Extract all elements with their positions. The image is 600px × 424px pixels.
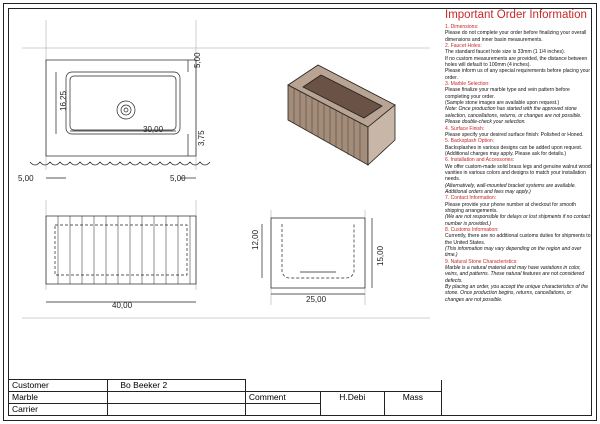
info-section — [445, 138, 591, 157]
info-section-heading: 7. Contact Information: — [445, 195, 497, 202]
info-section — [445, 157, 591, 195]
info-section-text: Please do not complete your order before finalizing your overall dimensions and inner basin measurements. — [445, 30, 587, 43]
front-view — [46, 216, 196, 302]
info-section — [445, 195, 591, 227]
customer-label: Customer — [9, 380, 108, 392]
info-section-text: Backsplashes in various designs can be added upon request. — [445, 144, 583, 151]
dim-top-width: 30,00 — [143, 125, 164, 134]
dim-side-inner-h: 12,00 — [251, 229, 260, 250]
dim-top-height: 16,25 — [59, 90, 68, 111]
info-title: Important Order Information — [445, 9, 587, 21]
dim-top-right-bottom-w: 5,00 — [170, 174, 186, 183]
info-section-text: (This information may vary depending on the region and over time.) — [445, 246, 582, 259]
info-section-heading: 9. Natural Stone Characteristics: — [445, 258, 518, 265]
title-block — [8, 379, 442, 416]
side-view — [262, 218, 372, 294]
mass-label: Mass — [384, 392, 441, 404]
info-section — [445, 81, 591, 125]
dim-top-left-bottom: 5,00 — [18, 174, 34, 183]
info-section-heading: 8. Customs Information: — [445, 227, 499, 233]
isometric-view — [288, 65, 395, 165]
dim-front-width: 40,00 — [112, 301, 133, 310]
info-section-text: (Additional charges may apply. Please ask for details.) — [445, 150, 567, 157]
marble-label: Marble — [9, 392, 108, 404]
info-section-text: Note: Once production has started with the approved stone selection, cancellations, returns, or changes are not possible. Please double-check your selection. — [445, 106, 582, 126]
info-section — [445, 126, 591, 139]
info-sections — [441, 24, 591, 303]
info-section-text: (Sample stone images are available upon request.) — [445, 100, 560, 107]
customer-value: Bo Beeker 2 — [108, 380, 246, 392]
dim-side-outer-h: 15,00 — [376, 245, 385, 266]
info-section-heading: 5. Backsplash Option: — [445, 138, 495, 145]
construction-lines — [22, 20, 430, 318]
info-section — [445, 227, 591, 259]
info-section-text: (We are not responsible for delays or lost shipments if no contact number is provided.) — [445, 214, 590, 227]
info-section — [445, 43, 591, 81]
info-section-heading: 4. Surface Finish: — [445, 125, 485, 132]
dim-side-width: 25,00 — [306, 295, 327, 304]
carrier-label: Carrier — [9, 404, 108, 416]
front-flutes — [58, 216, 190, 284]
dim-top-right-top: 5,00 — [193, 52, 202, 68]
important-order-info — [441, 9, 591, 415]
info-section-text: Currently, there are no additional customs duties for shipments to the United States. — [445, 233, 591, 246]
comment-label: Comment — [245, 392, 320, 404]
dim-top-right-bottom: 3,75 — [197, 130, 206, 146]
info-section-text: We offer custom-made solid brass legs and genuine walnut wood vanities in various colors and designs to match your installation needs. — [445, 163, 591, 183]
info-section-text: Please specify your desired surface finish: Polished or Honed. — [445, 131, 584, 138]
info-section — [445, 259, 591, 303]
info-section — [445, 24, 591, 43]
info-section-text: Please finalize your marble type and vein pattern before completing your order. — [445, 87, 570, 100]
info-section-text: Marble is a natural material and may have variations in color, veins, and patterns. These natural features are not considered defects. — [445, 265, 585, 284]
drafter: H.Debi — [320, 392, 384, 404]
info-section-heading: 6. Installation and Accessories: — [445, 157, 515, 164]
info-section-text: If no custom measurements are provided, the distance between holes will default to 100mm (4 inches). — [445, 55, 588, 69]
info-section-text: Please provide your phone number at checkout for smooth shipping arrangements. — [445, 201, 577, 214]
info-section-heading: 1. Dimensions: — [445, 24, 479, 30]
info-section-heading: 3. Marble Selection: — [445, 81, 490, 88]
top-view — [30, 60, 210, 178]
info-section-text: (Alternatively, wall-mounted bracket systems are available. Additional orders and fees may apply.) — [445, 182, 576, 195]
info-section-text: The standard faucet hole size is 33mm (1 1/4 inches). — [445, 49, 566, 56]
info-section-heading: 2. Faucet Holes: — [445, 43, 482, 50]
info-section-text: By placing an order, you accept the unique characteristics of the stone. Once production begins, returns, cancellations, or changes are not possible. — [445, 284, 589, 303]
info-section-text: Please inform us of any special requirements before placing your order. — [445, 68, 591, 81]
